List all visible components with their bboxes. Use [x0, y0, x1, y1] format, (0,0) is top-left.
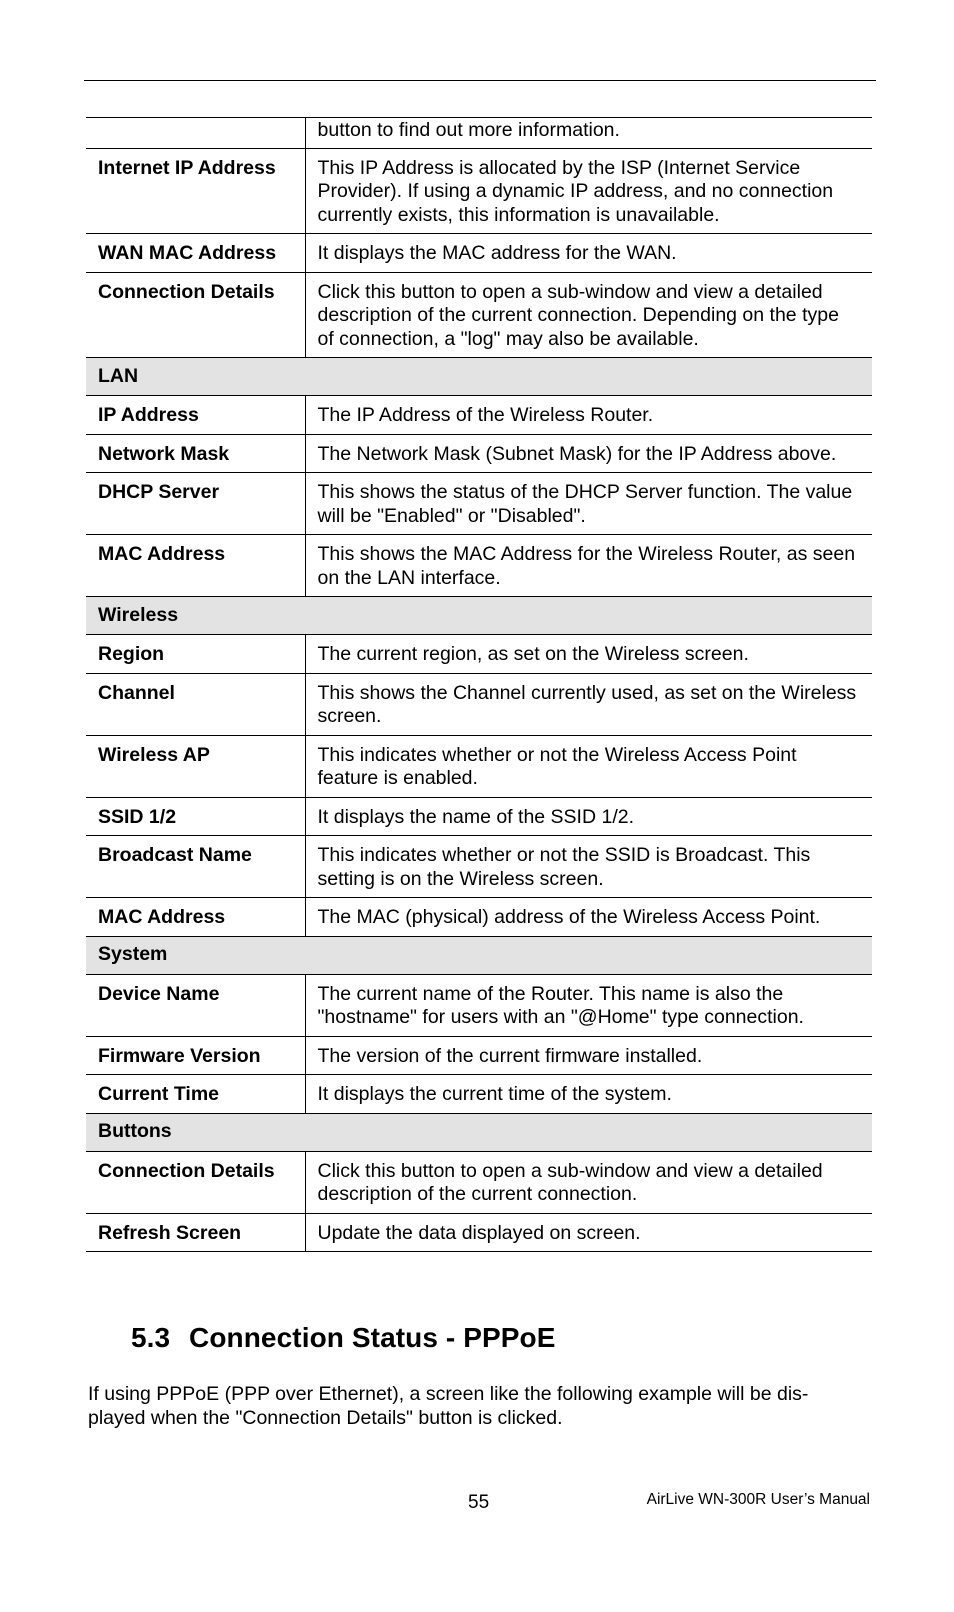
- table-row: [86, 1213, 872, 1252]
- field-description: It displays the name of the SSID 1/2.: [305, 797, 872, 836]
- table-row: [86, 535, 872, 597]
- field-description-table: [86, 117, 872, 1252]
- field-term: MAC Address: [86, 898, 305, 937]
- field-description: The IP Address of the Wireless Router.: [305, 396, 872, 435]
- section-header-row: [86, 1113, 872, 1151]
- section-header-row: [86, 936, 872, 974]
- section-header-label: System: [86, 936, 872, 974]
- table-row: [86, 836, 872, 898]
- field-description: This IP Address is allocated by the ISP (Internet Service Provider). If using a dynamic IP address, and no connection currently exists, this information is unavailable.: [305, 148, 872, 234]
- field-term: Internet IP Address: [86, 148, 305, 234]
- page-number: 55: [468, 1492, 490, 1513]
- field-description: This indicates whether or not the Wireless Access Point feature is enabled.: [305, 735, 872, 797]
- section-number: 5.3: [131, 1322, 171, 1353]
- field-term: Connection Details: [86, 1151, 305, 1213]
- manual-title: AirLive WN-300R User’s Manual: [646, 1491, 870, 1508]
- section-header-label: Wireless: [86, 597, 872, 635]
- field-description: button to find out more information.: [305, 118, 872, 149]
- table-row: [86, 797, 872, 836]
- field-description: The MAC (physical) address of the Wireless Access Point.: [305, 898, 872, 937]
- table-row: [86, 1075, 872, 1114]
- field-term: Region: [86, 635, 305, 674]
- field-term: DHCP Server: [86, 473, 305, 535]
- section-header-label: Buttons: [86, 1113, 872, 1151]
- table-row: [86, 434, 872, 473]
- table-row: [86, 473, 872, 535]
- field-description: The Network Mask (Subnet Mask) for the IP Address above.: [305, 434, 872, 473]
- table-row: [86, 148, 872, 234]
- table-body: [86, 118, 872, 1252]
- field-description: Click this button to open a sub-window and view a detailed description of the current connection. Depending on the type of connection, a "log" may also be available.: [305, 272, 872, 358]
- field-description: This shows the Channel currently used, as set on the Wireless screen.: [305, 673, 872, 735]
- field-term: Network Mask: [86, 434, 305, 473]
- field-description: The version of the current firmware installed.: [305, 1036, 872, 1075]
- field-description: This shows the status of the DHCP Server function. The value will be "Enabled" or "Disabled".: [305, 473, 872, 535]
- table-row: [86, 898, 872, 937]
- table-row: [86, 735, 872, 797]
- field-term: [86, 118, 305, 149]
- body-paragraph: [88, 1383, 868, 1430]
- field-term: Current Time: [86, 1075, 305, 1114]
- field-description: It displays the MAC address for the WAN.: [305, 234, 872, 273]
- field-term: Device Name: [86, 974, 305, 1036]
- table-row: [86, 272, 872, 358]
- table-row: [86, 396, 872, 435]
- field-term: WAN MAC Address: [86, 234, 305, 273]
- field-description: This shows the MAC Address for the Wireless Router, as seen on the LAN interface.: [305, 535, 872, 597]
- field-term: SSID 1/2: [86, 797, 305, 836]
- field-term: Connection Details: [86, 272, 305, 358]
- section-heading: [131, 1322, 556, 1354]
- field-term: Broadcast Name: [86, 836, 305, 898]
- table-row: [86, 673, 872, 735]
- field-description: Update the data displayed on screen.: [305, 1213, 872, 1252]
- table-row: [86, 974, 872, 1036]
- header-rule: [84, 80, 876, 81]
- field-term: Refresh Screen: [86, 1213, 305, 1252]
- field-description: Click this button to open a sub-window and view a detailed description of the current connection.: [305, 1151, 872, 1213]
- field-description: The current name of the Router. This name is also the "hostname" for users with an "@Home" type connection.: [305, 974, 872, 1036]
- field-description: The current region, as set on the Wireless screen.: [305, 635, 872, 674]
- table-row: [86, 118, 872, 149]
- section-title: Connection Status - PPPoE: [189, 1322, 556, 1353]
- table-row: [86, 1036, 872, 1075]
- section-header-row: [86, 597, 872, 635]
- table-row: [86, 234, 872, 273]
- paragraph-line: played when the "Connection Details" button is clicked.: [88, 1406, 563, 1429]
- field-term: Channel: [86, 673, 305, 735]
- section-header-row: [86, 358, 872, 396]
- table-row: [86, 1151, 872, 1213]
- field-term: MAC Address: [86, 535, 305, 597]
- field-term: IP Address: [86, 396, 305, 435]
- section-header-label: LAN: [86, 358, 872, 396]
- field-term: Wireless AP: [86, 735, 305, 797]
- field-description: It displays the current time of the system.: [305, 1075, 872, 1114]
- field-description: This indicates whether or not the SSID is Broadcast. This setting is on the Wireless screen.: [305, 836, 872, 898]
- paragraph-line: If using PPPoE (PPP over Ethernet), a screen like the following example will be dis-: [88, 1383, 809, 1405]
- field-term: Firmware Version: [86, 1036, 305, 1075]
- table-row: [86, 635, 872, 674]
